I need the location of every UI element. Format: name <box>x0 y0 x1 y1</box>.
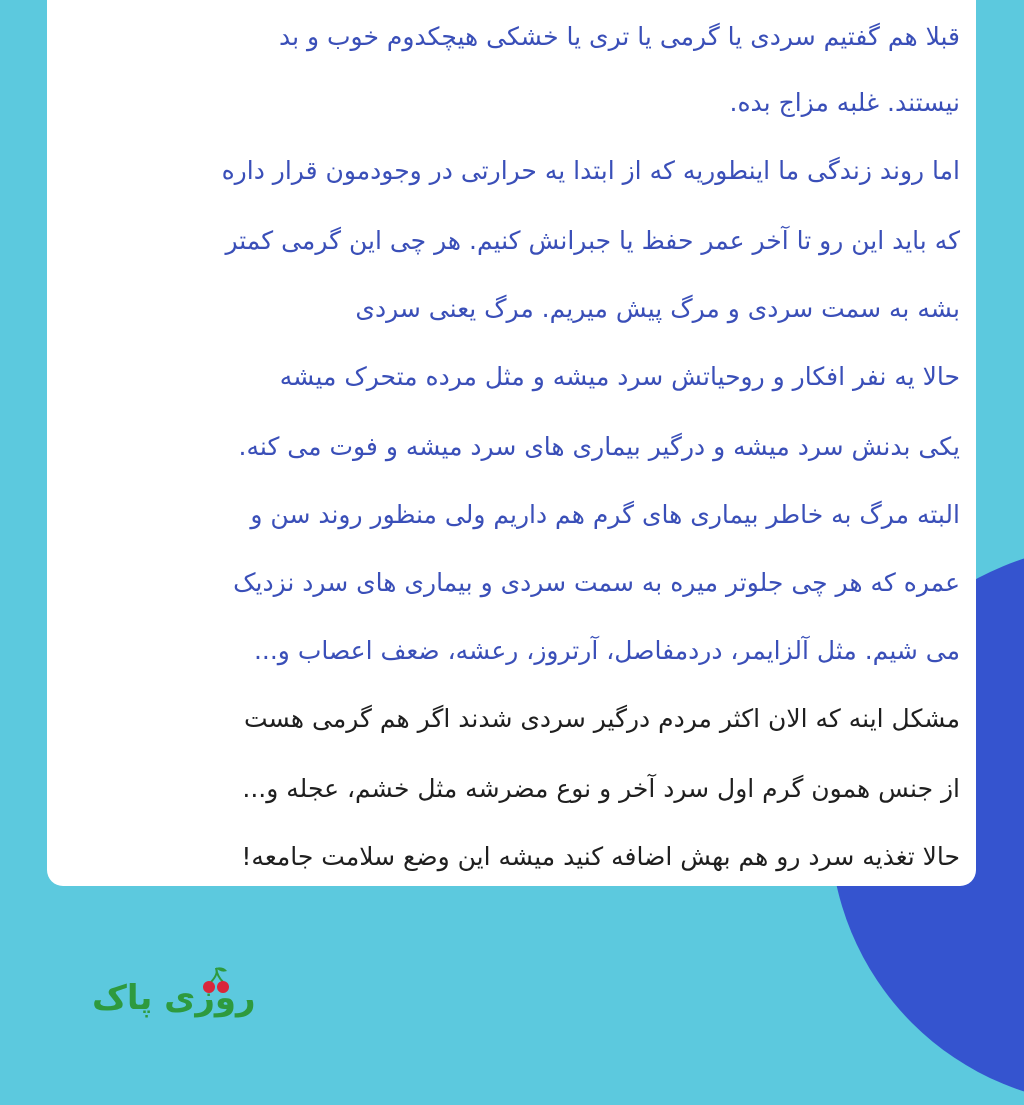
brand-logo <box>92 966 262 1018</box>
logo-text: روزی پاک <box>92 978 256 1018</box>
text-card <box>47 0 976 886</box>
text-line-4: که باید این رو تا آخر عمر حفظ یا جبرانش کنیم. هر چی این گرمی کمتر <box>225 226 960 255</box>
text-line-1: قبلا هم گفتیم سردی یا گرمی یا تری یا خشکی هیچکدوم خوب و بد <box>278 22 960 51</box>
text-line-3: اما روند زندگی ما اینطوریه که از ابتدا یه حرارتی در وجودمون قرار داره <box>221 156 960 185</box>
text-line-2: نیستند. غلبه مزاج بده. <box>729 88 960 117</box>
text-line-8: البته مرگ به خاطر بیماری های گرم هم داریم ولی منظور روند سن و <box>250 500 960 529</box>
text-line-10: می شیم. مثل آلزایمر، دردمفاصل، آرتروز، رعشه، ضعف اعصاب و... <box>253 636 960 665</box>
text-line-5: بشه به سمت سردی و مرگ پیش میریم. مرگ یعنی سردی <box>355 294 960 323</box>
text-line-6: حالا یه نفر افکار و روحیاتش سرد میشه و مثل مرده متحرک میشه <box>279 362 960 391</box>
text-line-9: عمره که هر چی جلوتر میره به سمت سردی و بیماری های سرد نزدیک <box>233 568 960 597</box>
text-line-7: یکی بدنش سرد میشه و درگیر بیماری های سرد میشه و فوت می کنه. <box>238 432 960 461</box>
text-line-12: از جنس همون گرم اول سرد آخر و نوع مضرشه مثل خشم، عجله و... <box>242 774 960 803</box>
text-line-13: حالا تغذیه سرد رو هم بهش اضافه کنید میشه این وضع سلامت جامعه! <box>241 842 960 871</box>
text-line-11: مشکل اینه که الان اکثر مردم درگیر سردی شدند اگر هم گرمی هست <box>244 704 960 733</box>
